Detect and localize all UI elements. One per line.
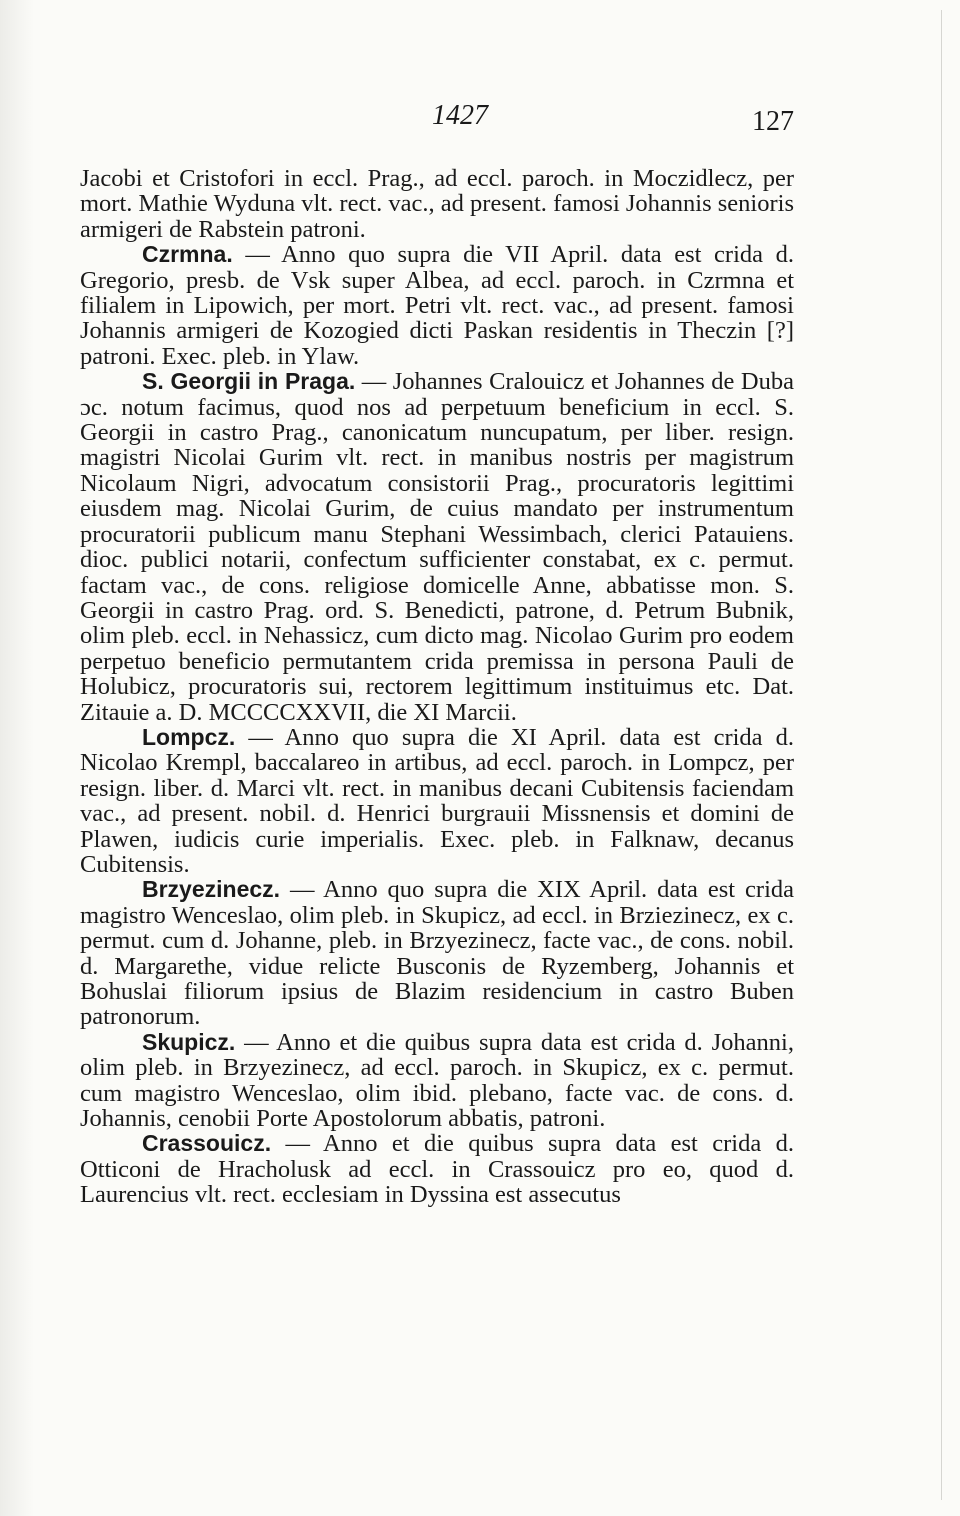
- entry-heading: Crassouicz.: [142, 1130, 272, 1157]
- entry-czrmna: [80, 242, 794, 369]
- header-year: 1427: [432, 100, 488, 131]
- entry-heading: S. Georgii in Praga.: [142, 368, 356, 395]
- page-edge-shadow: [0, 0, 34, 1516]
- entry-crassouicz: [80, 1131, 794, 1207]
- paragraph-text: — Anno et die quibus supra data est crida d. Johanni, olim pleb. in Brzyezinecz, ad eccl. paroch. in Skupicz, ex c. permut. cum magistro Wenceslao, olim ibid. plebano, facte vac. de cons. d. Johannis, cenobii Porte Apostolorum abbatis, patroni.: [80, 1028, 794, 1133]
- text-column: [80, 166, 794, 1208]
- page-number: 127: [752, 106, 794, 137]
- entry-lompcz: [80, 725, 794, 877]
- page-edge-line: [941, 10, 942, 1500]
- entry-heading: Lompcz.: [142, 723, 236, 750]
- paragraph-continuation: [80, 166, 794, 242]
- paragraph-text: — Anno quo supra die VII April. data est crida d. Gregorio, presb. de Vsk super Albea, ad eccl. paroch. in Czrmna et filialem in Lipowich, per mort. Petri vlt. rect. vac., ad present. famosi Johannis armigeri de Kozogied dicti Paskan residentis in Theczin [?] patroni. Exec. pleb. in Ylaw.: [80, 241, 794, 370]
- paragraph-text: — Anno quo supra die XIX April. data est crida magistro Wenceslao, olim pleb. in Skupicz, ad eccl. in Brziezinecz, ex c. permut. cum d. Johanne, pleb. in Brzyezinecz, facte vac., de cons. nobil. d. Margarethe, vidue relicte Busconis de Ryzemberg, Johannis et Bohuslai filiorum ipsius de Blazim residencium in castro Buben patronorum.: [80, 876, 794, 1031]
- entry-heading: Czrmna.: [142, 241, 233, 268]
- entry-heading: Skupicz.: [142, 1028, 236, 1055]
- paragraph-text: — Anno quo supra die XI April. data est crida d. Nicolao Krempl, baccalareo in artibus, ad eccl. paroch. in Lompcz, per resign. liber. d. Marci vlt. rect. in manibus decani Cubitensis faciendam vac., ad present. nobil. d. Henrici burgrauii Missnensis et domini de Plawen, iudicis curie imperialis. Exec. pleb. in Falknaw, decanus Cubitensis.: [80, 723, 794, 878]
- entry-skupicz: [80, 1030, 794, 1132]
- entry-brzyezinecz: [80, 877, 794, 1029]
- paragraph-text: Jacobi et Cristofori in eccl. Prag., ad eccl. paroch. in Moczidlecz, per mort. Mathie Wyduna vlt. rect. vac., ad present. famosi Johannis senioris armigeri de Rabstein patroni.: [80, 165, 794, 243]
- paragraph-text: — Johannes Cralouicz et Johannes de Duba ɔc. notum facimus, quod nos ad perpetuum beneficium in eccl. S. Georgii in castro Prag., canonicatum nuncupatum, per liber. resign. magistri Nicolai Gurim vlt. rect. in manibus nostris per magistrum Nicolaum Nigri, advocatum consistorii Prag., procuratoris legittimi eiusdem mag. Nicolai Gurim, de cuius mandato per instrumentum procuratorii publicum manu Stephani Wessimbach, clerici Patauiens. dioc. publici notarii, confectum sufficienter constabat, ex c. permut. factam vac., de cons. religiose domicelle Anne, abbatisse mon. S. Georgii in castro Prag. ord. S. Benedicti, patrone, d. Petrum Bubnik, olim pleb. eccl. in Nehassicz, cum dicto mag. Nicolao Gurim pro eodem perpetuo beneficio permutantem crida premissa in persona Pauli de Holubicz, procuratoris sui, rectorem legittimum instituimus etc. Dat. Zitauie a. D. MCCCCXXVII, die XI Marcii.: [80, 368, 794, 726]
- entry-heading: Brzyezinecz.: [142, 876, 281, 903]
- entry-s-georgii: [80, 369, 794, 725]
- paragraph-text: — Anno et die quibus supra data est crida d. Otticoni de Hracholusk ad eccl. in Crassouicz pro eo, quod d. Laurencius vlt. rect. ecclesiam in Dyssina est assecutus: [80, 1130, 794, 1209]
